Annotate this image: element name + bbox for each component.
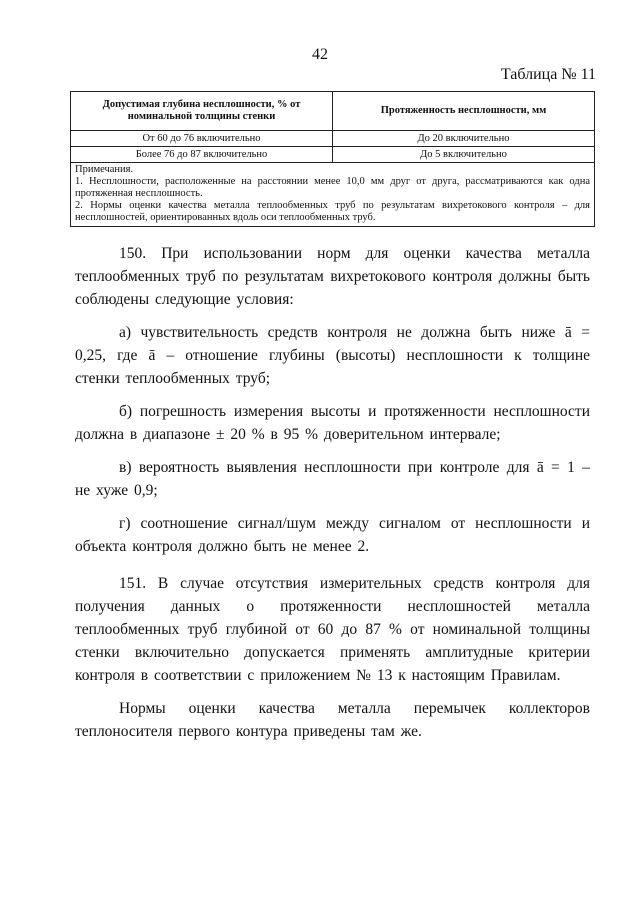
norms-table: [70, 91, 595, 227]
page-number: 42: [312, 46, 328, 63]
table-row: [71, 147, 595, 163]
paragraph-150: 150. При использовании норм для оценки качества металла теплообменных труб по результатам вихретокового контроля должны быть соблюдены следующие условия:: [75, 245, 590, 308]
table-notes: [71, 163, 595, 227]
table-cell-length: До 20 включительно: [333, 131, 595, 147]
note-item: 2. Нормы оценки качества металла теплообменных труб по результатам вихретокового контроля – для несплошностей, ориентированных вдоль оси теплообменных труб.: [75, 200, 590, 223]
column-header-length: Протяженность несплошности, мм: [333, 92, 595, 131]
table-row: [71, 131, 595, 147]
table-cell-depth: От 60 до 76 включительно: [71, 131, 333, 147]
condition-b: б) погрешность измерения высоты и протяженности несплошности должна в диапазоне ± 20 % в 95 % доверительном интервале;: [75, 403, 590, 443]
note-item: 1. Несплошности, расположенные на расстоянии менее 10,0 мм друг от друга, рассматриваются как одна протяженная несплошность.: [75, 176, 590, 199]
condition-d: г) соотношение сигнал/шум между сигналом от несплошности и объекта контроля должно быть не менее 2.: [75, 515, 590, 555]
table-caption: Таблица № 11: [500, 66, 596, 83]
condition-a: а) чувствительность средств контроля не должна быть ниже ā = 0,25, где ā – отношение глубины (высоты) несплошности к толщине стенки теплообменных труб;: [75, 324, 590, 387]
table-cell-length: До 5 включительно: [333, 147, 595, 163]
table-notes-row: [71, 163, 595, 227]
paragraph-151: 151. В случае отсутствия измерительных средств контроля для получения данных о протяженности несплошностей металла теплообменных труб глубиной от 60 до 87 % от номинальной толщины стенки включительно допускается применять амплитудные критерии контроля в соответствии с приложением № 13 к настоящим Правилам.: [75, 575, 590, 684]
column-header-depth: Допустимая глубина несплошности, % от номинальной толщины стенки: [71, 92, 333, 131]
paragraph-norms-collectors: Нормы оценки качества металла перемычек коллекторов теплоносителя первого контура приведены там же.: [75, 700, 590, 740]
table-cell-depth: Более 76 до 87 включительно: [71, 147, 333, 163]
document-body: [75, 242, 590, 753]
condition-c: в) вероятность выявления несплошности при контроле для ā = 1 – не хуже 0,9;: [75, 459, 590, 499]
table-header-row: [71, 92, 595, 131]
notes-title: Примечания.: [75, 164, 134, 175]
